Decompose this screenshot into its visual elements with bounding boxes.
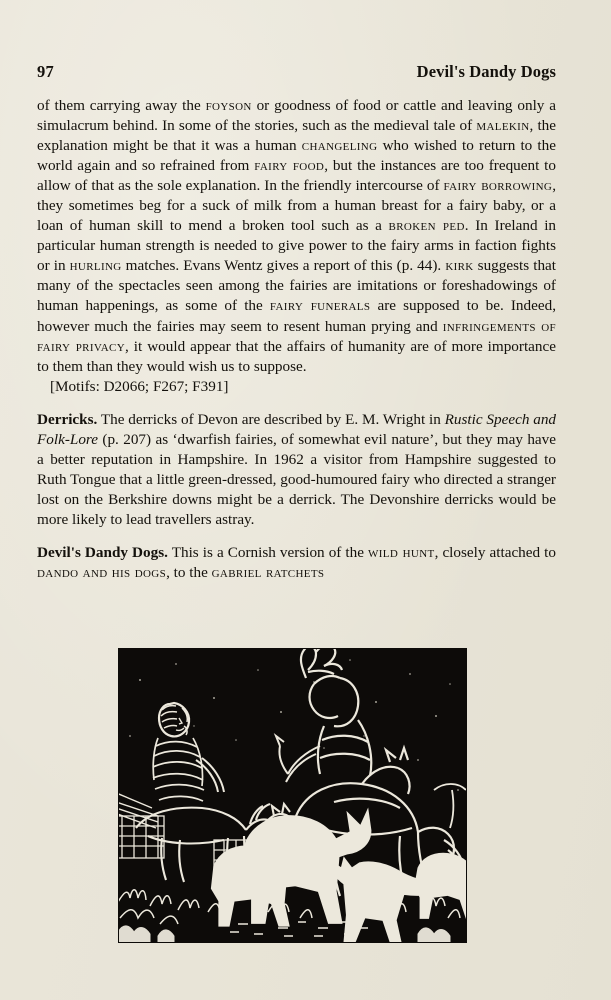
page-number: 97: [37, 62, 54, 81]
page-content: [37, 0, 556, 583]
text-smallcaps: fairy funerals: [269, 297, 371, 315]
entry-devils-dandy-dogs: Devil's Dandy Dogs. This is a Cornish version of the wild hunt, closely attached to dando and his dogs, to the gabriel ratchets: [37, 543, 556, 582]
text-bold: Devil's Dandy Dogs.: [37, 543, 168, 561]
paragraph-continued: of them carrying away the foyson or goodness of food or cattle and leaving only a simulacrum behind. In some of the stories, such as the medieval tale of malekin, the explanation might be that it was a human changeling who wished to return to the world again and so refrained from fairy food, but the instances are too frequent to allow of that as the sole explanation. In the friendly intercourse of fairy borrowing, they sometimes beg for a suck of milk from a human breast for a fairy baby, or a loan of human skill to mend a broken tool such as a broken ped. In Ireland in particular human strength is needed to give power to the fairy arms in faction fights or in hurling matches. Evans Wentz gives a report of this (p. 44). kirk suggests that many of the spectacles seen among the fairies are imitations or foreshadowings of human happenings, as some of the fairy funerals are supposed to be. Indeed, however much the fairies may seem to resent human prying and infringements of fairy privacy, it would appear that the affairs of humanity are of more importance to them than they would wish us to suppose.: [37, 97, 557, 375]
text-smallcaps: gabriel ratchets: [211, 564, 325, 582]
running-title: Devil's Dandy Dogs: [416, 62, 556, 81]
running-head: [37, 62, 556, 92]
text-smallcaps: malekin: [476, 117, 530, 135]
text-italic: Rustic Speech and Folk-Lore: [37, 410, 557, 448]
text-smallcaps: fairy food: [254, 157, 325, 175]
text-smallcaps: infringements of fairy privacy: [37, 317, 556, 355]
text-smallcaps: changeling: [301, 137, 378, 155]
text-smallcaps: foyson: [205, 97, 252, 114]
body-text: [37, 96, 556, 583]
entry-derricks: Derricks. The derricks of Devon are described by E. M. Wright in Rustic Speech and Folk-Lore (p. 207) as ‘dwarfish fairies, of somewhat evil nature’, but they may have a better reputation in Hampshire. In 1962 a visitor from Hampshire suggested to Ruth Tongue that a little green-dressed, good-humoured fairy who directed a stranger lost on the Berkshire downs might be a derrick. The Devonshire derricks would be more likely to lead travellers astray.: [37, 410, 557, 528]
wild-hunt-illustration: [118, 640, 467, 943]
text-smallcaps: wild hunt: [368, 543, 435, 561]
text-smallcaps: fairy borrowing: [443, 177, 553, 195]
text-bold: Derricks.: [37, 410, 98, 428]
motifs-reference: [Motifs: D2066; F267; F391]: [50, 377, 229, 395]
text-smallcaps: kirk: [445, 257, 474, 275]
woodcut-graphic: [118, 640, 467, 943]
text-smallcaps: broken ped: [388, 217, 465, 235]
text-smallcaps: hurling: [69, 257, 122, 275]
text-smallcaps: dando and his dogs: [37, 564, 167, 582]
